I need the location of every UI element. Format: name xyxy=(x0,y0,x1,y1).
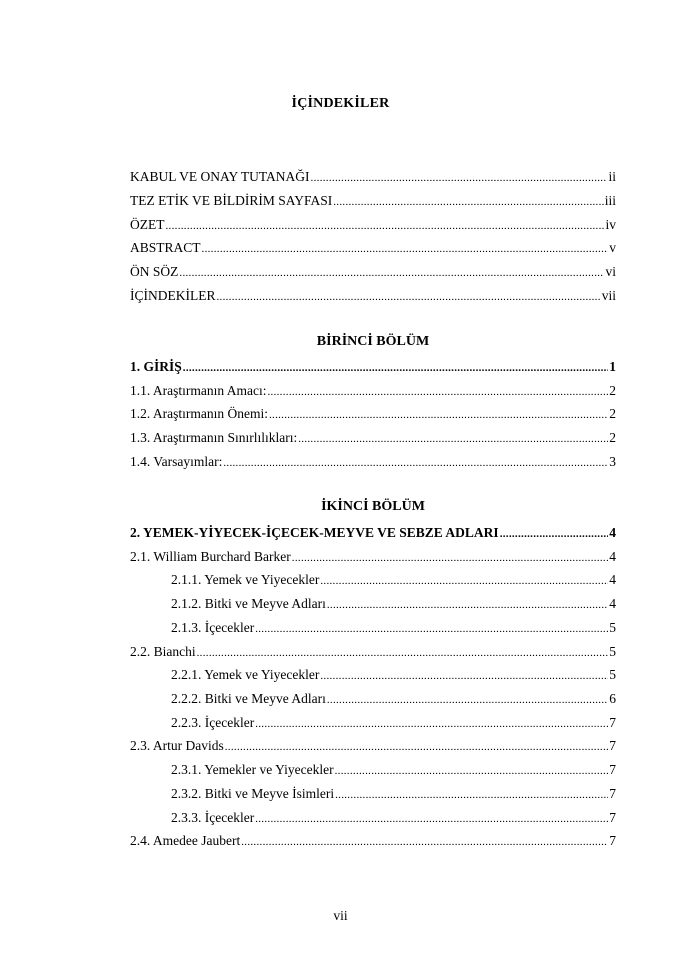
toc-entry-chapter-2[interactable] xyxy=(130,523,616,543)
toc-entry-chapter-1[interactable] xyxy=(130,357,616,377)
toc-entry-label: 2.1.1. Yemek ve Yiyecekler xyxy=(171,572,320,587)
dot-leader xyxy=(179,263,604,283)
toc-entry-label: 2.1.3. İçecekler xyxy=(171,620,255,635)
dot-leader xyxy=(183,358,608,378)
toc-entry-1-3[interactable] xyxy=(130,428,616,448)
toc-entry-on-soz[interactable] xyxy=(130,262,616,282)
dot-leader xyxy=(223,453,608,473)
dot-leader xyxy=(267,382,608,402)
dot-leader xyxy=(292,548,608,568)
toc-entry-label: 2.2.2. Bitki ve Meyve Adları xyxy=(171,691,326,706)
toc-entry-2-1[interactable] xyxy=(130,547,616,567)
toc-entry-label: 2.4. Amedee Jaubert xyxy=(130,833,241,848)
toc-entry-page: 7 xyxy=(609,715,616,730)
toc-entry-page: 5 xyxy=(609,620,616,635)
toc-entry-label: 2.3.2. Bitki ve Meyve İsimleri xyxy=(171,786,335,801)
toc-entry-2-3-1[interactable] xyxy=(171,760,616,780)
toc-entry-page: 4 xyxy=(609,572,616,587)
dot-leader xyxy=(335,785,608,805)
dot-leader xyxy=(225,737,609,757)
toc-entry-label: 2.1. William Burchard Barker xyxy=(130,549,291,564)
dot-leader xyxy=(320,666,608,686)
toc-entry-2-2-3[interactable] xyxy=(171,713,616,733)
toc-entry-abstract[interactable] xyxy=(130,238,616,258)
toc-entry-label: ÖZET xyxy=(130,217,165,232)
toc-entry-page: 6 xyxy=(609,691,616,706)
toc-entry-label: 2.2.3. İçecekler xyxy=(171,715,255,730)
toc-entry-2-3[interactable] xyxy=(130,736,616,756)
chapter-heading-one: BİRİNCİ BÖLÜM xyxy=(316,334,430,349)
toc-entry-label: 2.2. Bianchi xyxy=(130,644,196,659)
toc-entry-page: v xyxy=(609,240,616,255)
toc-entry-page: 5 xyxy=(609,667,616,682)
toc-entry-page: vii xyxy=(601,288,616,303)
toc-entry-page: 7 xyxy=(609,738,616,753)
toc-entry-label: 2.3.1. Yemekler ve Yiyecekler xyxy=(171,762,334,777)
dot-leader xyxy=(255,809,608,829)
toc-entry-ozet[interactable] xyxy=(130,215,616,235)
dot-leader xyxy=(335,761,609,781)
dot-leader xyxy=(216,287,600,307)
toc-entry-page: 4 xyxy=(609,525,616,540)
toc-entry-2-4[interactable] xyxy=(130,831,616,851)
toc-entry-2-1-3[interactable] xyxy=(171,618,616,638)
dot-leader xyxy=(241,832,608,852)
toc-entry-label: ÖN SÖZ xyxy=(130,264,179,279)
toc-entry-page: 3 xyxy=(609,454,616,469)
toc-entry-page: 7 xyxy=(609,810,616,825)
toc-entry-label: 1.2. Araştırmanın Önemi: xyxy=(130,406,268,421)
page-title: İÇİNDEKİLER xyxy=(291,96,390,111)
toc-entry-label: 2.3. Artur Davids xyxy=(130,738,224,753)
toc-entry-label: 1. GİRİŞ xyxy=(130,359,182,374)
toc-entry-page: vi xyxy=(605,264,616,279)
toc-entry-page: 2 xyxy=(609,406,616,421)
dot-leader xyxy=(311,168,608,188)
toc-entry-2-2-2[interactable] xyxy=(171,689,616,709)
toc-entry-page: 2 xyxy=(609,430,616,445)
dot-leader xyxy=(255,714,608,734)
toc-entry-label: 2.1.2. Bitki ve Meyve Adları xyxy=(171,596,326,611)
toc-entry-page: 5 xyxy=(609,644,616,659)
toc-entry-label: 2.2.1. Yemek ve Yiyecekler xyxy=(171,667,320,682)
toc-entry-1-1[interactable] xyxy=(130,381,616,401)
toc-entry-2-2-1[interactable] xyxy=(171,665,616,685)
toc-entry-2-3-3[interactable] xyxy=(171,808,616,828)
dot-leader xyxy=(320,571,608,591)
toc-entry-2-1-1[interactable] xyxy=(171,570,616,590)
toc-entry-label: ABSTRACT xyxy=(130,240,201,255)
toc-entry-label: KABUL VE ONAY TUTANAĞI xyxy=(130,169,310,184)
toc-entry-2-3-2[interactable] xyxy=(171,784,616,804)
toc-entry-label: 1.3. Araştırmanın Sınırlılıkları: xyxy=(130,430,298,445)
dot-leader xyxy=(500,524,609,544)
dot-leader xyxy=(255,619,608,639)
dot-leader xyxy=(269,405,608,425)
toc-entry-page: 7 xyxy=(609,833,616,848)
dot-leader xyxy=(327,690,608,710)
toc-entry-page: 2 xyxy=(609,383,616,398)
dot-leader xyxy=(327,595,608,615)
toc-entry-page: iv xyxy=(605,217,616,232)
toc-entry-2-1-2[interactable] xyxy=(171,594,616,614)
dot-leader xyxy=(166,216,605,236)
toc-entry-1-4[interactable] xyxy=(130,452,616,472)
toc-entry-page: 7 xyxy=(609,786,616,801)
page-number: vii xyxy=(333,908,348,923)
toc-entry-page: iii xyxy=(604,193,616,208)
toc-entry-1-2[interactable] xyxy=(130,404,616,424)
toc-entry-label: 1.4. Varsayımlar: xyxy=(130,454,223,469)
dot-leader xyxy=(333,192,603,212)
toc-entry-page: 1 xyxy=(609,359,616,374)
dot-leader xyxy=(197,643,609,663)
toc-entry-icindekiler[interactable] xyxy=(130,286,616,306)
toc-entry-label: 2. YEMEK-YİYECEK-İÇECEK-MEYVE VE SEBZE ADLARI xyxy=(130,525,499,540)
toc-entry-page: 4 xyxy=(609,596,616,611)
toc-entry-page: 4 xyxy=(609,549,616,564)
toc-entry-label: 2.3.3. İçecekler xyxy=(171,810,255,825)
toc-entry-tez-etik[interactable] xyxy=(130,191,616,211)
toc-entry-page: 7 xyxy=(609,762,616,777)
toc-entry-label: 1.1. Araştırmanın Amacı: xyxy=(130,383,267,398)
toc-entry-label: İÇİNDEKİLER xyxy=(130,288,216,303)
toc-entry-label: TEZ ETİK VE BİLDİRİM SAYFASI xyxy=(130,193,333,208)
toc-entry-kabul[interactable] xyxy=(130,167,616,187)
dot-leader xyxy=(202,239,609,259)
chapter-heading-two: İKİNCİ BÖLÜM xyxy=(321,499,425,514)
dot-leader xyxy=(298,429,608,449)
toc-entry-page: ii xyxy=(608,169,616,184)
toc-entry-2-2[interactable] xyxy=(130,642,616,662)
